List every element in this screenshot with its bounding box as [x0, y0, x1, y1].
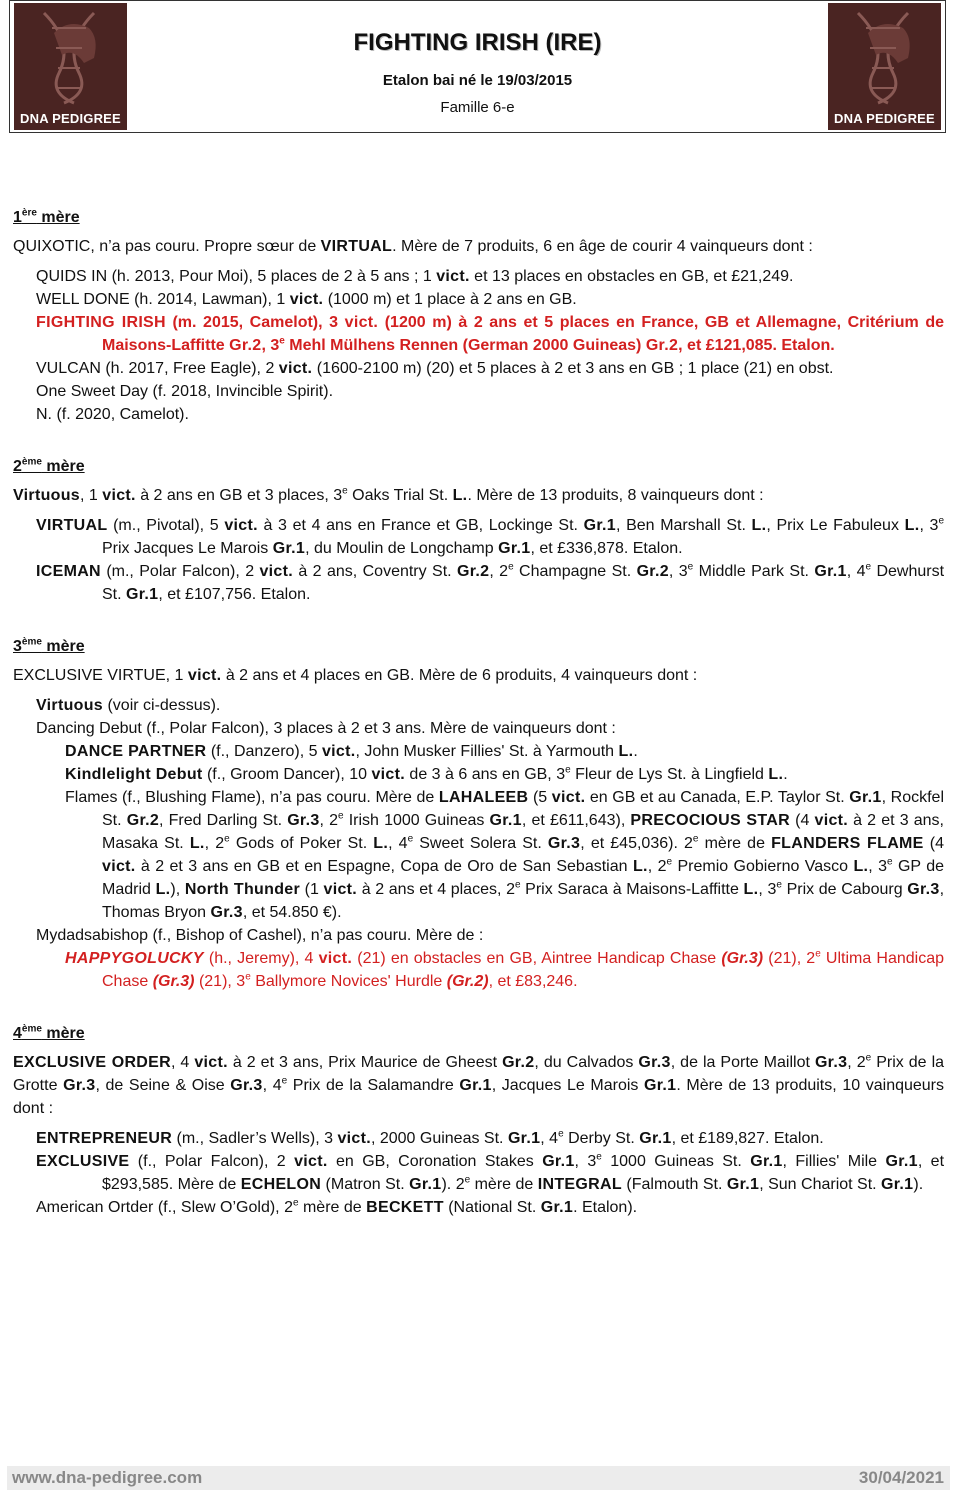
produce-entry: QUIDS IN (h. 2013, Pour Moi), 5 places de 2 à 5 ans ; 1 vict. et 13 places en obstacles en GB, et £21,249.: [36, 268, 794, 285]
produce-entry: ENTREPRENEUR (m., Sadler’s Wells), 3 vict., 2000 Guineas St. Gr.1, 4e Derby St. Gr.1, et £189,827. Etalon.: [36, 1128, 824, 1147]
page-title: FIGHTING IRISH (IRE): [353, 29, 602, 56]
produce-entry: WELL DONE (h. 2014, Lawman), 1 vict. (1000 m) et 1 place à 2 ans en GB.: [36, 291, 577, 308]
dam-summary: Virtuous, 1 vict. à 2 ans en GB et 3 places, 3e Oaks Trial St. L.. Mère de 13 produits, 8 vainqueurs dont :: [13, 485, 764, 504]
page-footer: [7, 1466, 950, 1490]
produce-entry-sub: Flames (f., Blushing Flame), n’a pas couru. Mère de LAHALEEB (5 vict. en GB et au Canada, E.P. Taylor St. Gr.1, Rockfel St. Gr.2, Fred Darling St. Gr.3, 2e Irish 1000 Guineas Gr.1, et £611,643), PRECOCIOUS STAR (4 vict. à 2 et 3 ans, Masaka St. L., 2e Gods of Poker St. L., 4e Sweet Solera St. Gr.3, et £45,036). 2e mère de FLANDERS FLAME (4 vict. à 2 et 3 ans en GB et en Espagne, Copa de Oro de San Sebastian L., 2e Premio Gobierno Vasco L., 3e GP de Madrid L.), North Thunder (1 vict. à 2 ans et 4 places, 2e Prix Saraca à Maisons-Laffitte L., 3e Prix de Cabourg Gr.3, Thomas Bryon Gr.3, et 54.850 €).: [65, 789, 945, 921]
section-heading-3rd-dam: 3ème mère: [13, 636, 85, 655]
section-heading-2nd-dam: 2ème mère: [13, 456, 85, 475]
produce-entry: N. (f. 2020, Camelot).: [36, 406, 189, 423]
produce-entry-sub: Kindlelight Debut (f., Groom Dancer), 10 vict. de 3 à 6 ans en GB, 3e Fleur de Lys St. à Lingfield L..: [65, 764, 788, 783]
produce-entry-highlight: HAPPYGOLUCKY (h., Jeremy), 4 vict. (21) en obstacles en GB, Aintree Handicap Chase (Gr.3) (21), 2e Ultima Handicap Chase (Gr.3) (21), 3e Ballymore Novices' Hurdle (Gr.2), et £83,246.: [65, 948, 945, 990]
produce-entry: ICEMAN (m., Polar Falcon), 2 vict. à 2 ans, Coventry St. Gr.2, 2e Champagne St. Gr.2, 3e Middle Park St. Gr.1, 4e Dewhurst St. Gr.1, et £107,756. Etalon.: [36, 561, 945, 603]
produce-entry: Dancing Debut (f., Polar Falcon), 3 places à 2 et 3 ans. Mère de vainqueurs dont :: [36, 720, 616, 737]
dam-summary: QUIXOTIC, n’a pas couru. Propre sœur de VIRTUAL. Mère de 7 produits, 6 en âge de courir 4 vainqueurs dont :: [13, 238, 813, 255]
produce-entry-sub: DANCE PARTNER (f., Danzero), 5 vict., John Musker Fillies' St. à Yarmouth L..: [65, 743, 638, 760]
horse-helix-logo-icon: [828, 3, 941, 105]
produce-entry: One Sweet Day (f. 2018, Invincible Spirit).: [36, 383, 334, 400]
section-heading-1st-dam: 1ère mère: [13, 207, 80, 226]
produce-entry: VIRTUAL (m., Pivotal), 5 vict. à 3 et 4 ans en France et GB, Lockinge St. Gr.1, Ben Marshall St. L., Prix Le Fabuleux L., 3e Prix Jacques Le Marois Gr.1, du Moulin de Longchamp Gr.1, et £336,878. Etalon.: [36, 515, 945, 557]
produce-entry-highlight: FIGHTING IRISH (m. 2015, Camelot), 3 vict. (1200 m) à 2 ans et 5 places en France, GB et Allemagne, Critérium de Maisons-Laffitte Gr.2, 3e Mehl Mülhens Rennen (German 2000 Guineas) Gr.2, et £121,085. Etalon.: [36, 314, 944, 354]
section-heading-4th-dam: 4ème mère: [13, 1023, 85, 1042]
page-subtitle: Etalon bai né le 19/03/2015: [382, 72, 573, 89]
dam-summary: EXCLUSIVE ORDER, 4 vict. à 2 et 3 ans, Prix Maurice de Gheest Gr.2, du Calvados Gr.3, de la Porte Maillot Gr.3, 2e Prix de la Grotte Gr.3, de Seine & Oise Gr.3, 4e Prix de la Salamandre Gr.1, Jacques Le Marois Gr.1. Mère de 13 produits, 10 vainqueurs dont :: [13, 1052, 945, 1117]
produce-entry: EXCLUSIVE (f., Polar Falcon), 2 vict. en GB, Coronation Stakes Gr.1, 3e 1000 Guineas St. Gr.1, Fillies' Mile Gr.1, et $293,585. Mère de ECHELON (Matron St. Gr.1). 2e mère de INTEGRAL (Falmouth St. Gr.1, Sun Chariot St. Gr.1).: [36, 1151, 945, 1193]
page-header: [9, 0, 946, 133]
pedigree-body: [13, 206, 944, 1219]
produce-entry: VULCAN (h. 2017, Free Eagle), 2 vict. (1600-2100 m) (20) et 5 places à 2 et 3 ans en GB ; 1 place (21) en obst.: [36, 360, 834, 377]
family-line: Famille 6-e: [440, 99, 515, 116]
produce-entry: Virtuous (voir ci-dessus).: [36, 697, 221, 714]
logo-brand-text: DNA PEDIGREE: [20, 111, 121, 126]
dna-pedigree-logo-right: [828, 3, 941, 130]
logo-brand-text: DNA PEDIGREE: [834, 111, 935, 126]
produce-entry: Mydadsabishop (f., Bishop of Cashel), n’a pas couru. Mère de :: [36, 927, 484, 944]
produce-entry: American Ortder (f., Slew O’Gold), 2e mère de BECKETT (National St. Gr.1. Etalon).: [36, 1197, 638, 1216]
dam-summary: EXCLUSIVE VIRTUE, 1 vict. à 2 ans et 4 places en GB. Mère de 6 produits, 4 vainqueurs dont :: [13, 667, 698, 684]
footer-date: 30/04/2021: [858, 1468, 944, 1487]
website-link[interactable]: www.dna-pedigree.com: [12, 1468, 203, 1487]
